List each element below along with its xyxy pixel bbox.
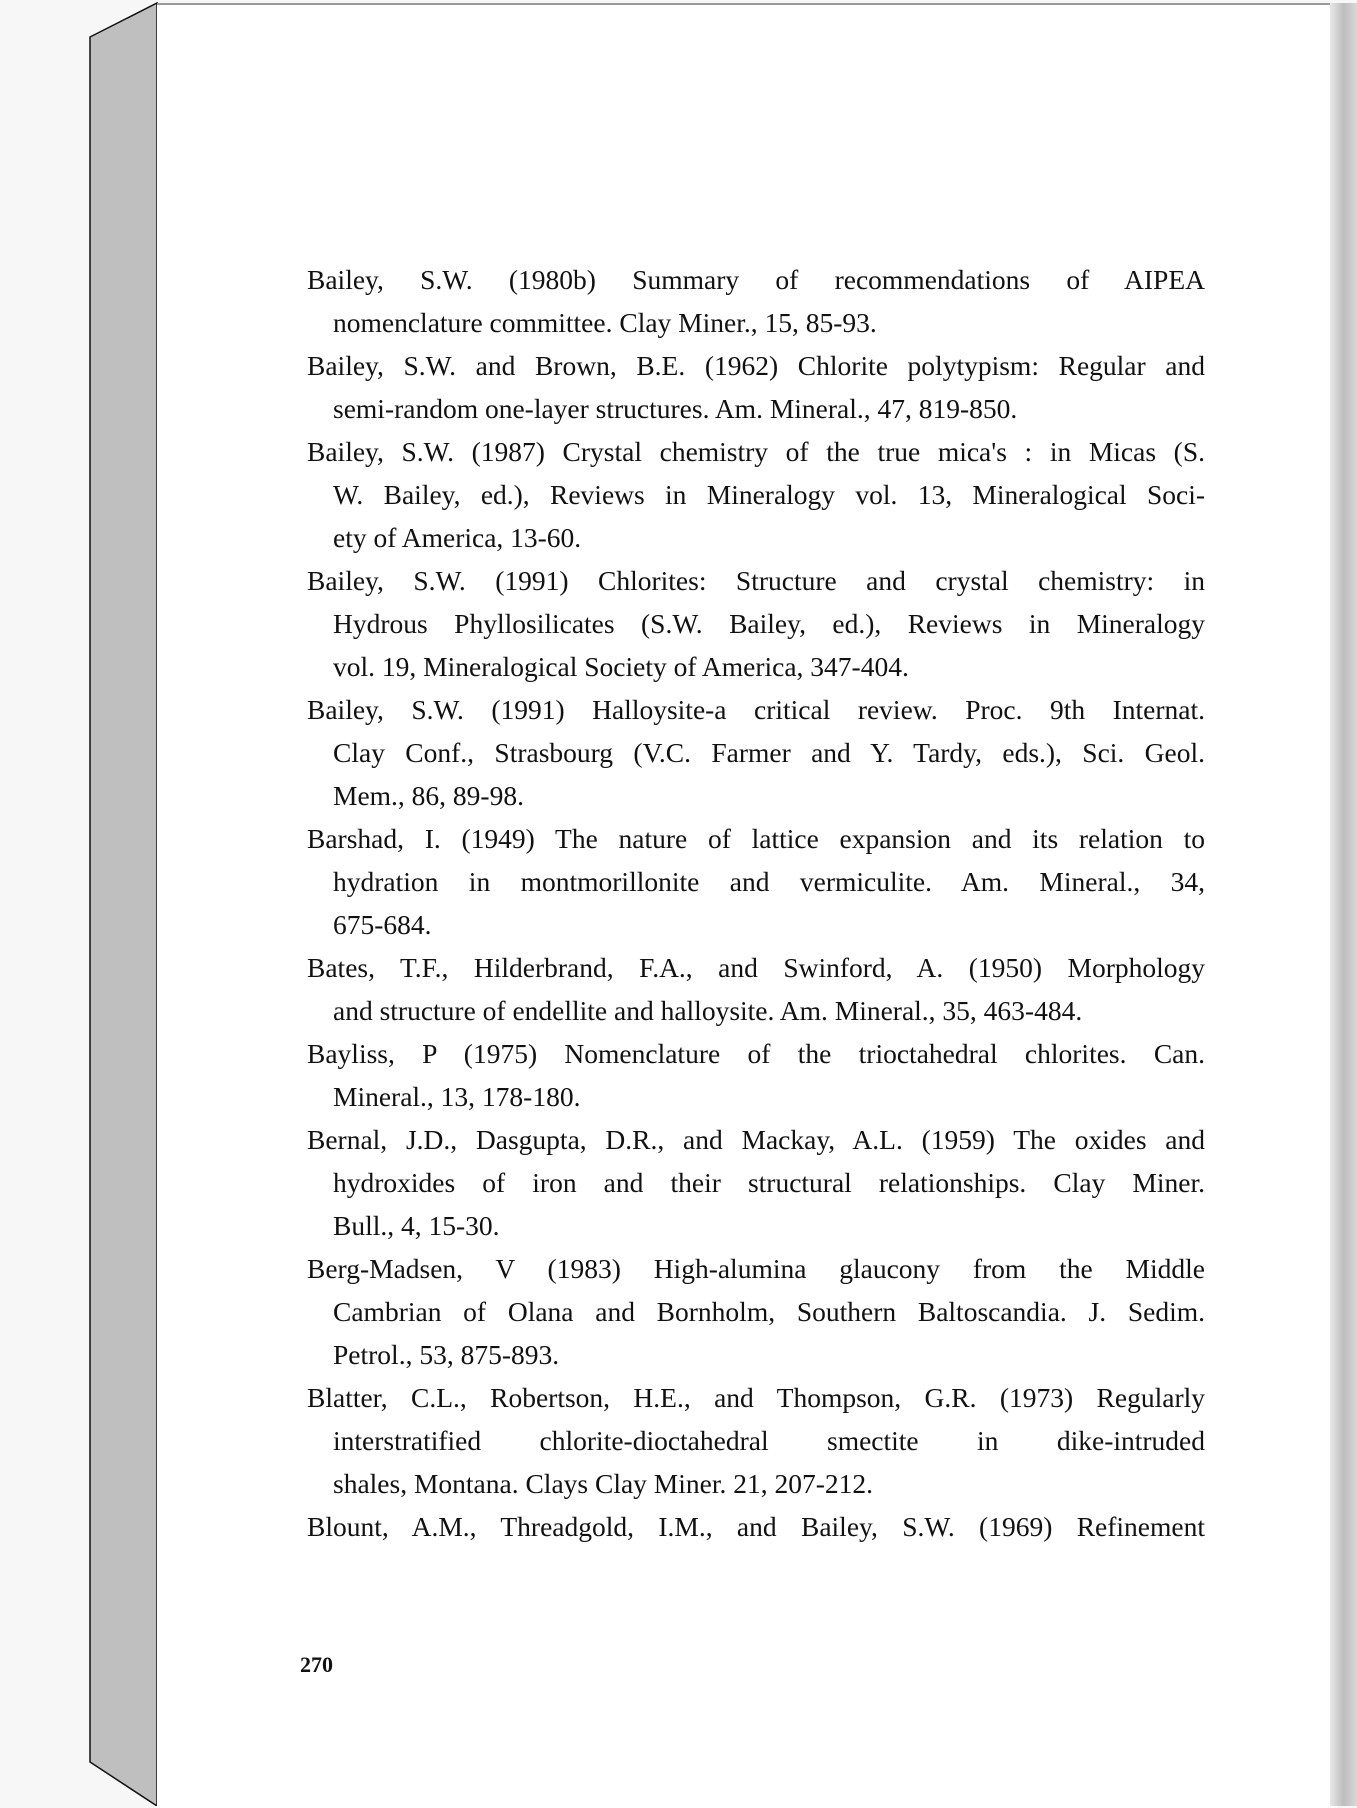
reference-line: hydroxides of iron and their structural relationships. Clay Miner. [333, 1167, 1205, 1198]
reference-entry [307, 1505, 1205, 1548]
reference-list [307, 258, 1205, 1548]
reference-line: Hydrous Phyllosilicates (S.W. Bailey, ed.), Reviews in Mineralogy [333, 608, 1205, 639]
reference-line: Bayliss, P (1975) Nomenclature of the trioctahedral chlorites. Can. [307, 1038, 1205, 1069]
reference-line: nomenclature committee. Clay Miner., 15, 85-93. [333, 307, 877, 338]
reference-line: interstratified chlorite-dioctahedral smectite in dike-intruded [333, 1425, 1205, 1456]
reference-entry [307, 1118, 1205, 1247]
reference-line: Blatter, C.L., Robertson, H.E., and Thompson, G.R. (1973) Regularly [307, 1382, 1205, 1413]
reference-line: Blount, A.M., Threadgold, I.M., and Bailey, S.W. (1969) Refinement [307, 1511, 1205, 1542]
reference-line: Bailey, S.W. (1991) Chlorites: Structure and crystal chemistry: in [307, 565, 1205, 596]
reference-line: and structure of endellite and halloysite. Am. Mineral., 35, 463-484. [333, 995, 1083, 1026]
reference-entry [307, 1376, 1205, 1505]
reference-line: Berg-Madsen, V (1983) High-alumina glaucony from the Middle [307, 1253, 1205, 1284]
reference-line: Mem., 86, 89-98. [333, 780, 524, 811]
reference-line: Bailey, S.W. and Brown, B.E. (1962) Chlorite polytypism: Regular and [307, 350, 1205, 381]
reference-entry [307, 344, 1205, 430]
reference-line: Mineral., 13, 178-180. [333, 1081, 581, 1112]
reference-line: vol. 19, Mineralogical Society of America, 347-404. [333, 651, 909, 682]
reference-line: Bailey, S.W. (1987) Crystal chemistry of the true mica's : in Micas (S. [307, 436, 1205, 467]
reference-entry [307, 817, 1205, 946]
reference-line: Barshad, I. (1949) The nature of lattice expansion and its relation to [307, 823, 1205, 854]
reference-entry [307, 1247, 1205, 1376]
reference-line: Petrol., 53, 875-893. [333, 1339, 560, 1370]
reference-line: Clay Conf., Strasbourg (V.C. Farmer and Y. Tardy, eds.), Sci. Geol. [333, 737, 1205, 768]
reference-line: hydration in montmorillonite and vermiculite. Am. Mineral., 34, [333, 866, 1205, 897]
reference-entry [307, 430, 1205, 559]
reference-line: ety of America, 13-60. [333, 522, 582, 553]
page-number: 270 [300, 1652, 333, 1677]
reference-entry [307, 559, 1205, 688]
reference-line: Bull., 4, 15-30. [333, 1210, 500, 1241]
reference-line: Bates, T.F., Hilderbrand, F.A., and Swinford, A. (1950) Morphology [307, 952, 1205, 983]
reference-line: Bernal, J.D., Dasgupta, D.R., and Mackay, A.L. (1959) The oxides and [307, 1124, 1205, 1155]
reference-line: 675-684. [333, 909, 432, 940]
reference-line: W. Bailey, ed.), Reviews in Mineralogy vol. 13, Mineralogical Soci- [333, 479, 1205, 510]
reference-entry [307, 258, 1205, 344]
reference-entry [307, 688, 1205, 817]
reference-line: Bailey, S.W. (1991) Halloysite-a critical review. Proc. 9th Internat. [307, 694, 1205, 725]
reference-line: shales, Montana. Clays Clay Miner. 21, 207-212. [333, 1468, 874, 1499]
reference-line: semi-random one-layer structures. Am. Mineral., 47, 819-850. [333, 393, 1018, 424]
reference-entry [307, 1032, 1205, 1118]
reference-line: Bailey, S.W. (1980b) Summary of recommendations of AIPEA [307, 264, 1205, 295]
page-edge-shadow [1330, 3, 1357, 1806]
reference-line: Cambrian of Olana and Bornholm, Southern Baltoscandia. J. Sedim. [333, 1296, 1205, 1327]
reference-entry [307, 946, 1205, 1032]
